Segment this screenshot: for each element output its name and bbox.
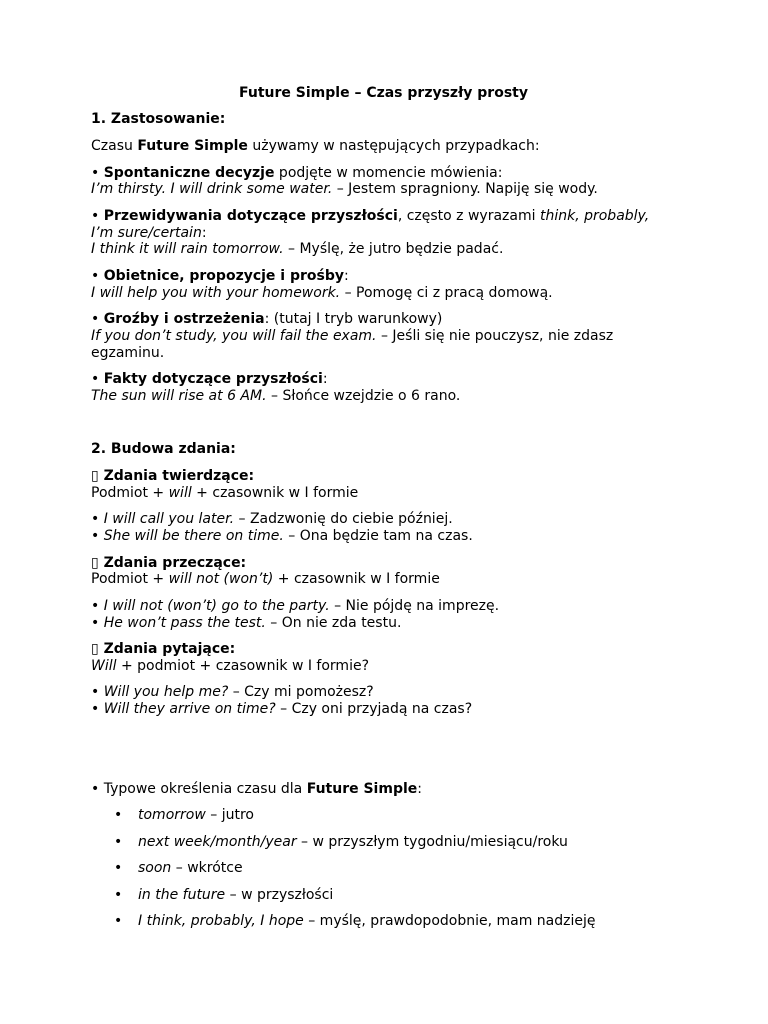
bullet-icon: • [114,887,123,903]
affirmative-pattern: Podmiot + will + czasownik w I formie [91,485,359,501]
example-line-cont: egzaminu. [91,345,165,361]
example-line: If you don’t study, you will fail the exam. – Jeśli się nie pouczysz, nie zdasz [91,328,614,344]
intro-paragraph: Czasu Future Simple używamy w następujących przypadkach: [91,138,540,154]
example-line: • Will they arrive on time? – Czy oni przyjadą na czas? [91,701,473,717]
example-line: • He won’t pass the test. – On nie zda testu. [91,615,402,631]
example-line: I’m thirsty. I will drink some water. – Jestem spragniony. Napiję się wody. [91,181,598,197]
example-line: • I will call you later. – Zadzwonię do ciebie później. [91,511,453,527]
example-line: I think it will rain tomorrow. – Myślę, że jutro będzie padać. [91,241,504,257]
example-line: • She will be there on time. – Ona będzie tam na czas. [91,528,473,544]
question-pattern: Will + podmiot + czasownik w I formie? [91,658,370,674]
box-icon: ▯ [91,468,99,484]
time-expressions-intro: • Typowe określenia czasu dla Future Simple: [91,781,422,797]
example-line: • I will not (won’t) go to the party. – Nie pójdę na imprezę. [91,598,500,614]
document-title: Future Simple – Czas przyszły prosty [239,85,528,101]
box-icon: ▯ [91,555,99,571]
affirmative-heading: ▯ Zdania twierdzące: [91,468,255,484]
bullet-icon: • [114,913,123,929]
bullet-icon: • [114,860,123,876]
case-facts: • Fakty dotyczące przyszłości: [91,371,328,387]
negative-pattern: Podmiot + will not (won’t) + czasownik w I formie [91,571,440,587]
box-icon: ▯ [91,641,99,657]
example-line: The sun will rise at 6 AM. – Słońce wzejdzie o 6 rano. [91,388,461,404]
case-threats: • Groźby i ostrzeżenia: (tutaj I tryb warunkowy) [91,311,443,327]
section-heading: 1. Zastosowanie: [91,111,226,127]
case-predictions-cont: I’m sure/certain: [91,225,207,241]
case-promises: • Obietnice, propozycje i prośby: [91,268,349,284]
case-spontaneous: • Spontaniczne decyzje podjęte w momencie mówienia: [91,165,503,181]
section-heading: 2. Budowa zdania: [91,441,236,457]
negative-heading: ▯ Zdania przeczące: [91,555,247,571]
example-line: • Will you help me? – Czy mi pomożesz? [91,684,374,700]
question-heading: ▯ Zdania pytające: [91,641,236,657]
case-predictions: • Przewidywania dotyczące przyszłości, często z wyrazami think, probably, [91,208,650,224]
example-line: I will help you with your homework. – Pomogę ci z pracą domową. [91,285,553,301]
bullet-icon: • [114,834,123,850]
bullet-icon: • [114,807,123,823]
